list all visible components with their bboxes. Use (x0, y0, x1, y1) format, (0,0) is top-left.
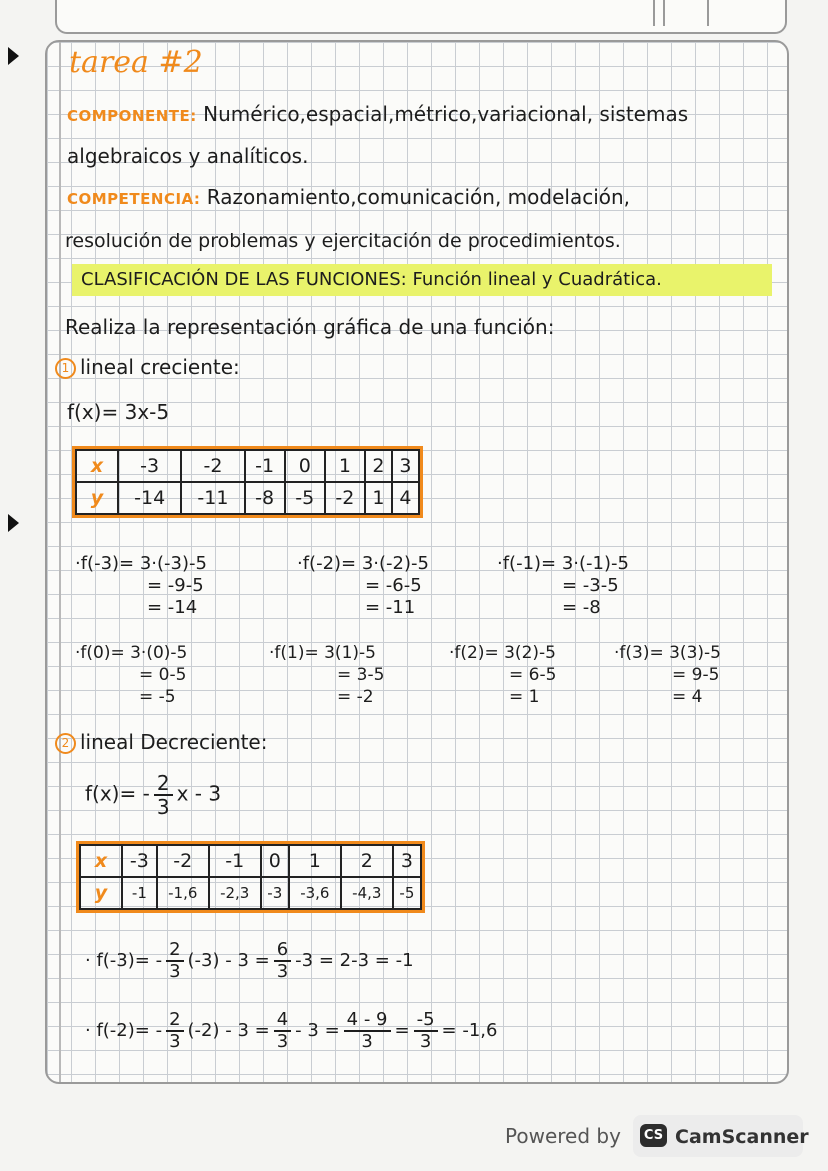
table-cell: -2 (325, 482, 365, 514)
fraction-numerator: 2 (166, 940, 183, 962)
calc-line: ·f(0)= 3·(0)-5 (75, 643, 188, 663)
fraction (166, 940, 183, 982)
section-1-value-table (75, 449, 420, 515)
calc-text: - 3 = (295, 1019, 340, 1041)
calc-line: = 1 (509, 687, 540, 707)
table-cell: -2 (181, 450, 244, 482)
calc-text: -3 = 2-3 = -1 (295, 949, 414, 971)
calc-text: · f(-2)= - (85, 1019, 163, 1041)
table-cell: 2 (365, 450, 392, 482)
fraction-denominator: 3 (419, 1030, 432, 1052)
table-cell: -4,3 (341, 877, 393, 909)
table-cell: -1,6 (157, 877, 209, 909)
calc-line: = -2 (337, 687, 374, 707)
table-cell: -3 (261, 877, 289, 909)
strip-divider (707, 0, 709, 26)
calc-line: = 6-5 (509, 665, 557, 685)
fraction-numerator: 6 (274, 940, 291, 962)
strip-divider (663, 0, 665, 26)
calc-text: · f(-3)= - (85, 949, 163, 971)
fraction-denominator: 3 (276, 960, 289, 982)
table-header-y: y (80, 877, 122, 909)
function-lhs: f(x)= - (85, 781, 150, 806)
table-cell: 2 (341, 845, 393, 877)
page-title: tarea #2 (69, 45, 203, 80)
section-2-function (85, 772, 221, 818)
fraction-numerator: 2 (154, 772, 173, 796)
section-2-heading (55, 732, 267, 754)
table-cell: -1 (209, 845, 261, 877)
fraction (154, 772, 173, 818)
page-margin-line (59, 42, 61, 1082)
fraction-numerator: -5 (414, 1010, 438, 1032)
table-header-x: x (80, 845, 122, 877)
table-cell: -2,3 (209, 877, 261, 909)
top-paper-strip (55, 0, 787, 34)
section-1-heading (55, 357, 240, 379)
section-number-badge: 2 (55, 733, 76, 754)
fraction (414, 1010, 438, 1052)
binder-hole-marker (8, 514, 19, 532)
calc-text: (-3) - 3 = (187, 949, 270, 971)
table-cell: -3 (122, 845, 157, 877)
table-cell: -8 (245, 482, 285, 514)
table-cell: -11 (181, 482, 244, 514)
calc-line: ·f(-1)= 3·(-1)-5 (497, 553, 629, 574)
camscanner-icon: CS (640, 1124, 667, 1147)
powered-by-text: Powered by (505, 1124, 621, 1148)
competencia-line-1 (67, 187, 630, 207)
strip-divider (653, 0, 655, 26)
calc-line: = 3-5 (337, 665, 385, 685)
calc-text: = (394, 1019, 410, 1041)
function-rhs: x - 3 (176, 781, 222, 806)
competencia-text: Razonamiento,comunicación, modelación, (206, 185, 631, 209)
fraction-denominator: 3 (169, 960, 181, 982)
clasificacion-heading: CLASIFICACIÓN DE LAS FUNCIONES: Función lineal y Cuadrática. (81, 269, 662, 290)
calc-line: ·f(2)= 3(2)-5 (449, 643, 556, 663)
table-cell: -3 (118, 450, 181, 482)
table-cell: -5 (393, 877, 421, 909)
camscanner-brand: CamScanner (675, 1126, 809, 1148)
table-cell: -1 (122, 877, 157, 909)
fraction-numerator: 4 (274, 1010, 291, 1032)
section-number-badge: 1 (55, 358, 76, 379)
calc-line: = -14 (147, 597, 198, 618)
table-row-x (80, 845, 421, 877)
table-cell: 1 (289, 845, 341, 877)
fraction (274, 1010, 291, 1052)
table-cell: -1 (245, 450, 285, 482)
componente-line-1 (67, 104, 688, 124)
table-cell: 1 (365, 482, 392, 514)
calc-text: (-2) - 3 = (187, 1019, 270, 1041)
calc-line: = -5 (139, 687, 176, 707)
calc-text: = -1,6 (441, 1019, 498, 1041)
calc-line: = -6-5 (365, 575, 422, 596)
fraction-numerator: 4 - 9 (344, 1010, 391, 1032)
fraction-denominator: 3 (361, 1030, 373, 1052)
table-cell: 3 (392, 450, 419, 482)
calc-line: ·f(-3)= 3·(-3)-5 (75, 553, 207, 574)
section-1-title: lineal creciente: (80, 355, 240, 379)
table-cell: -3,6 (289, 877, 341, 909)
table-cell: -14 (118, 482, 181, 514)
section-2-title: lineal Decreciente: (80, 730, 268, 754)
fraction-numerator: 2 (166, 1010, 183, 1032)
instruction-text: Realiza la representación gráfica de una función: (65, 315, 555, 339)
table-cell: 4 (392, 482, 419, 514)
calc-line: ·f(-2)= 3·(-2)-5 (297, 553, 429, 574)
calc-line: = -3-5 (562, 575, 619, 596)
table-header-x: x (76, 450, 118, 482)
table-cell: 0 (261, 845, 289, 877)
table-cell: 1 (325, 450, 365, 482)
calc-line: = 0-5 (139, 665, 187, 685)
fraction-denominator: 3 (156, 795, 170, 819)
calc-line: = -8 (562, 597, 601, 618)
calc-line: = 4 (672, 687, 703, 707)
calc-line: = -11 (365, 597, 416, 618)
calc-line: = -9-5 (147, 575, 204, 596)
componente-label: COMPONENTE: (67, 107, 197, 125)
calc-line: ·f(3)= 3(3)-5 (614, 643, 721, 663)
componente-line-2: algebraicos y analíticos. (67, 144, 309, 168)
table-cell: -2 (157, 845, 209, 877)
fraction-denominator: 3 (169, 1030, 181, 1052)
fraction-denominator: 3 (276, 1030, 289, 1052)
componente-text: Numérico,espacial,métrico,variacional, sistemas (203, 102, 689, 126)
table-row-y (76, 482, 419, 514)
competencia-line-2: resolución de problemas y ejercitación de procedimientos. (65, 230, 621, 252)
table-cell: 3 (393, 845, 421, 877)
fraction (274, 940, 291, 982)
fraction (166, 1010, 183, 1052)
binder-hole-marker (8, 47, 19, 65)
calc-line: = 9-5 (672, 665, 720, 685)
notebook-page (45, 40, 789, 1084)
calc-line (85, 940, 414, 982)
fraction (344, 1010, 391, 1052)
section-1-function: f(x)= 3x-5 (67, 400, 170, 424)
competencia-label: COMPETENCIA: (67, 190, 201, 208)
table-row-x (76, 450, 419, 482)
calc-line (85, 1010, 497, 1052)
table-row-y (80, 877, 421, 909)
table-header-y: y (76, 482, 118, 514)
table-cell: 0 (285, 450, 325, 482)
table-cell: -5 (285, 482, 325, 514)
calc-line: ·f(1)= 3(1)-5 (269, 643, 376, 663)
section-2-value-table (79, 844, 422, 910)
